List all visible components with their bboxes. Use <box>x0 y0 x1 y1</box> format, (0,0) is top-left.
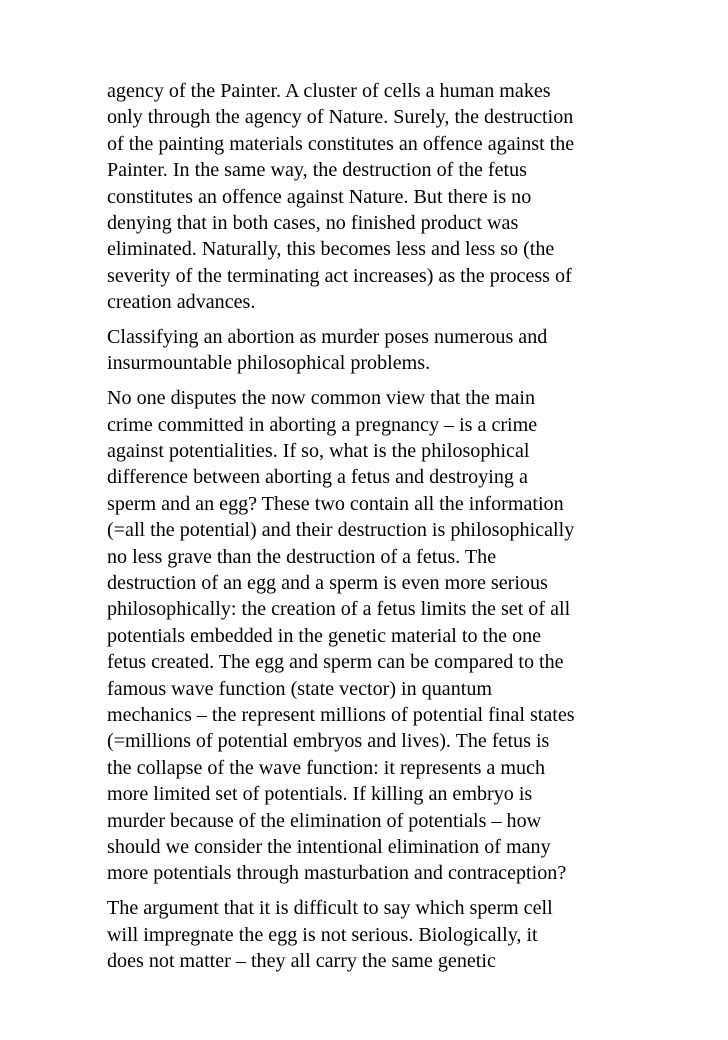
paragraph-3 <box>107 385 627 886</box>
text-line: crime committed in aborting a pregnancy – is a crime <box>107 413 538 436</box>
text-line: Classifying an abortion as murder poses numerous and <box>107 326 548 349</box>
text-line: more potentials through masturbation and contraception? <box>107 862 567 885</box>
text-line: potentials embedded in the genetic material to the one <box>107 624 542 647</box>
text-line: No one disputes the now common view that the main <box>107 387 536 410</box>
text-line: only through the agency of Nature. Surely, the destruction <box>107 106 574 129</box>
text-line: more limited set of potentials. If killing an embryo is <box>107 783 533 806</box>
text-line: against potentialities. If so, what is the philosophical <box>107 440 530 463</box>
text-line: Painter. In the same way, the destruction of the fetus <box>107 159 527 182</box>
text-line: should we consider the intentional elimination of many <box>107 835 551 858</box>
paragraph-4 <box>107 895 627 974</box>
text-line: The argument that it is difficult to say which sperm cell <box>107 897 553 920</box>
text-line: murder because of the elimination of potentials – how <box>107 809 542 832</box>
text-line: destruction of an egg and a sperm is even more serious <box>107 572 548 595</box>
text-line: severity of the terminating act increases) as the process of <box>107 264 572 287</box>
text-line: the collapse of the wave function: it represents a much <box>107 756 546 779</box>
paragraph-1 <box>107 78 627 316</box>
text-line: (=millions of potential embryos and lives). The fetus is <box>107 730 550 753</box>
text-line: eliminated. Naturally, this becomes less and less so (the <box>107 238 555 261</box>
text-line: (=all the potential) and their destruction is philosophically <box>107 519 575 542</box>
document-page <box>107 78 627 983</box>
text-line: difference between aborting a fetus and destroying a <box>107 466 528 489</box>
text-line: insurmountable philosophical problems. <box>107 352 431 375</box>
text-line: constitutes an offence against Nature. But there is no <box>107 185 532 208</box>
text-line: denying that in both cases, no finished product was <box>107 211 519 234</box>
text-line: will impregnate the egg is not serious. Biologically, it <box>107 923 538 946</box>
text-line: sperm and an egg? These two contain all the information <box>107 492 564 515</box>
paragraph-2 <box>107 324 627 377</box>
text-line: mechanics – the represent millions of potential final states <box>107 703 575 726</box>
text-line: creation advances. <box>107 291 256 314</box>
text-line: of the painting materials constitutes an offence against the <box>107 132 575 155</box>
text-line: famous wave function (state vector) in quantum <box>107 677 493 700</box>
text-line: does not matter – they all carry the same genetic <box>107 950 496 972</box>
text-line: fetus created. The egg and sperm can be compared to the <box>107 651 564 674</box>
text-line: philosophically: the creation of a fetus limits the set of all <box>107 598 571 621</box>
text-line: agency of the Painter. A cluster of cells a human makes <box>107 80 551 102</box>
text-line: no less grave than the destruction of a fetus. The <box>107 545 497 568</box>
